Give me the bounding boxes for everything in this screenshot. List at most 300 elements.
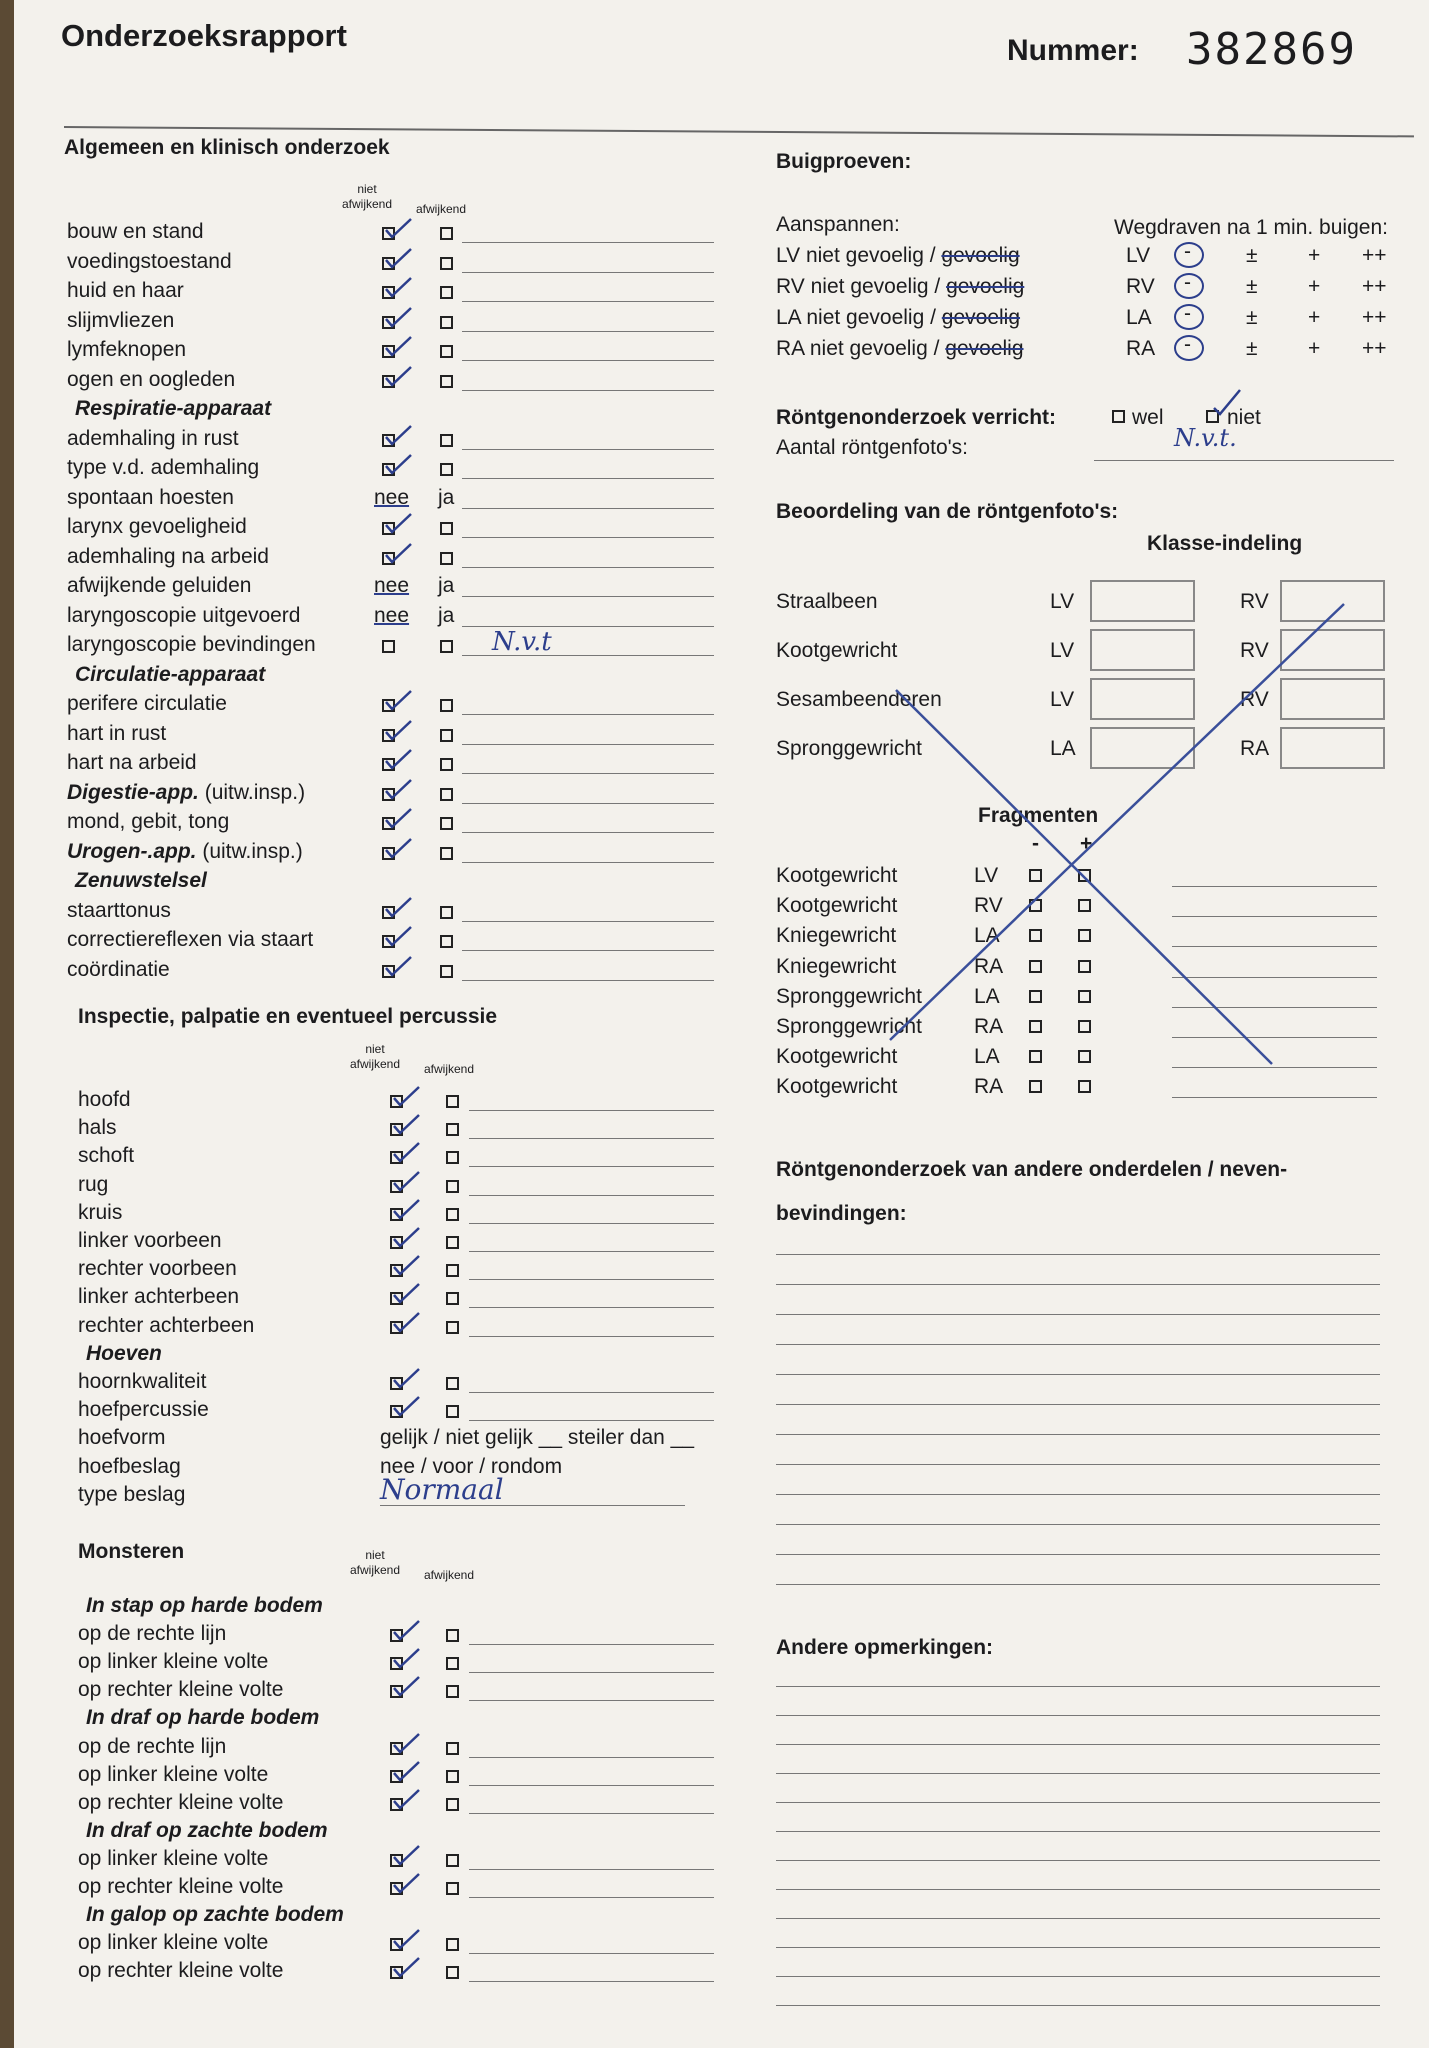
scale-plusminus[interactable]: ± [1246,244,1258,267]
bevindingen-line[interactable] [776,1254,1380,1255]
remark-line [462,921,714,922]
klasse-right-leg: RA [1240,737,1270,760]
col-head-niet-afwijkend-3: niet afwijkend [349,1548,401,1577]
check-mark-icon [391,1112,421,1136]
row-label: laryngoscopie bevindingen [67,633,316,656]
remark-line [469,1307,714,1308]
check-mark-icon [391,1281,421,1305]
row-label: hart na arbeid [67,751,197,774]
struck-gevoelig: gevoelig [941,306,1021,329]
niet-afwijkend-checkbox[interactable] [382,640,395,653]
afwijkend-checkbox[interactable] [446,1264,459,1277]
wegdraven-leg: LV [1126,244,1151,267]
section-inspectie: Inspectie, palpatie en eventueel percussie [78,1005,498,1028]
fragment-plus-checkbox[interactable] [1078,960,1091,973]
fragment-plus-checkbox[interactable] [1078,869,1091,882]
check-mark-icon [383,511,413,535]
struck-gevoelig: gevoelig [945,337,1024,360]
subsection-header: Zenuwstelsel [75,869,207,892]
buig-row-text: RV niet gevoelig / gevoelig [776,275,1025,298]
klasse-row-label: Spronggewricht [776,737,922,760]
opmerkingen-line[interactable] [776,1831,1380,1832]
afwijkend-checkbox[interactable] [446,1938,459,1951]
col-head-afwijkend: afwijkend [416,202,467,216]
check-mark-icon [391,1310,421,1334]
fragment-plus-checkbox[interactable] [1078,990,1091,1003]
afwijkend-checkbox[interactable] [446,1629,459,1642]
ja-option[interactable]: ja [438,603,455,627]
check-mark-icon [391,1084,421,1108]
klasse-right-leg: RV [1240,639,1269,662]
row-label: hoefbeslag [78,1454,181,1478]
fragment-row-leg: LA [974,924,1000,948]
col-head-niet-afwijkend: niet afwijkend [341,182,393,211]
fragment-minus-checkbox[interactable] [1029,1080,1042,1093]
bevindingen-line[interactable] [776,1494,1380,1495]
report-page [14,0,1429,2048]
remark-line [469,1981,714,1982]
afwijkend-checkbox[interactable] [446,1292,459,1305]
scale-plus[interactable]: + [1308,244,1321,267]
check-mark-icon [383,954,413,978]
remark-line [462,980,714,981]
buig-row-text: RA niet gevoelig / gevoelig [776,337,1024,360]
section-algemeen: Algemeen en klinisch onderzoek [64,136,390,159]
row-label: op linker kleine volte [78,1846,269,1870]
afwijkend-checkbox[interactable] [440,847,453,860]
remark-line [462,803,714,804]
fragment-remark-line [1172,1067,1377,1068]
row-label: op rechter kleine volte [78,1959,284,1983]
fragment-remark-line [1172,977,1377,978]
fragment-minus-checkbox[interactable] [1029,869,1042,882]
row-label: Urogen-.app. (uitw.insp.) [67,839,303,863]
fragment-minus-checkbox[interactable] [1029,899,1042,912]
row-label: lymfeknopen [67,338,187,361]
subsection-header: Hoeven [86,1341,162,1365]
check-mark-icon [391,1927,421,1951]
check-mark-icon [383,275,413,299]
page-title: Onderzoeksrapport [61,18,347,53]
remark-line [469,1785,714,1786]
scale-plusplus[interactable]: ++ [1362,337,1387,360]
wel-checkbox[interactable] [1112,410,1125,423]
hoef-options[interactable]: nee / voor / rondom [380,1454,563,1478]
bevindingen-line[interactable] [776,1314,1380,1315]
remark-line [462,714,714,715]
remark-line [469,1644,714,1645]
remark-line [462,862,714,863]
scale-plusminus[interactable]: ± [1246,337,1258,360]
remark-line [462,950,714,951]
subsection-header: Respiratie-apparaat [75,397,272,420]
afwijkend-checkbox[interactable] [446,1236,459,1249]
aantal-label: Aantal röntgenfoto's: [776,436,968,459]
afwijkend-checkbox[interactable] [446,1377,459,1390]
afwijkend-checkbox[interactable] [446,1742,459,1755]
scale-minus[interactable]: - [1184,271,1191,294]
row-label: Digestie-app. (uitw.insp.) [67,780,306,804]
remark-line [469,1336,714,1337]
opmerkingen-line[interactable] [776,1686,1380,1687]
check-mark-icon [383,305,413,329]
afwijkend-checkbox[interactable] [446,1405,459,1418]
klasse-right-leg: RV [1240,590,1269,613]
nee-option[interactable]: nee [374,485,410,509]
afwijkend-checkbox[interactable] [440,227,453,240]
remark-line [462,390,714,391]
klasse-left-box[interactable] [1090,678,1195,720]
row-label: correctiereflexen via staart [67,928,314,951]
klasse-right-box[interactable] [1280,727,1385,769]
ja-option[interactable]: ja [438,485,455,509]
fragment-minus-checkbox[interactable] [1029,1020,1042,1033]
afwijkend-checkbox[interactable] [446,1966,459,1979]
remark-line [469,1757,714,1758]
fragment-row-leg: RV [974,894,1003,918]
row-label: schoft [78,1144,135,1168]
klasse-left-box[interactable] [1090,629,1195,671]
check-mark-icon [391,1366,421,1390]
andere-opmerkingen-label: Andere opmerkingen: [776,1636,994,1659]
afwijkend-checkbox[interactable] [446,1208,459,1221]
row-label: op rechter kleine volte [78,1678,284,1702]
row-label: type v.d. ademhaling [67,456,260,479]
buig-row-text: LA niet gevoelig / gevoelig [776,306,1021,329]
row-label: huid en haar [67,279,184,302]
opmerkingen-line[interactable] [776,1918,1380,1919]
check-mark-icon [391,1140,421,1164]
afwijkend-checkbox[interactable] [440,316,453,329]
row-label: staarttonus [67,898,171,922]
fragment-row-label: Kootgewricht [776,1075,898,1099]
row-label: type beslag [78,1482,186,1506]
wegdraven-leg: RV [1126,275,1155,298]
fragment-remark-line [1172,1097,1377,1098]
remark-line [462,331,714,332]
remark-line [469,1869,714,1870]
opmerkingen-line[interactable] [776,1976,1380,1977]
check-mark-icon [391,1843,421,1867]
remark-line [380,1505,685,1506]
aantal-handwriting: N.v.t. [1174,424,1237,452]
remark-line [469,1672,714,1673]
row-label: voedingstoestand [67,249,232,273]
remark-line [469,1279,714,1280]
row-label: hart in rust [67,721,167,745]
check-mark-icon [383,364,413,388]
subsection-header: In draf op harde bodem [86,1706,320,1730]
fragment-row-label: Kootgewricht [776,864,898,887]
remark-line [469,1138,714,1139]
wegdraven-leg: RA [1126,337,1156,360]
klasse-row-label: Kootgewricht [776,639,898,662]
remark-line [469,1813,714,1814]
wel-label: wel [1132,406,1164,429]
check-mark-icon [391,1618,421,1642]
afwijkend-checkbox[interactable] [446,1798,459,1811]
check-mark-icon [391,1759,421,1783]
afwijkend-checkbox[interactable] [446,1770,459,1783]
fragmenten-plus: + [1080,832,1093,855]
scale-plusplus[interactable]: ++ [1362,275,1387,298]
afwijkend-checkbox[interactable] [440,729,453,742]
scale-minus[interactable]: - [1184,333,1191,356]
scale-plusminus[interactable]: ± [1246,275,1258,298]
fragment-minus-checkbox[interactable] [1029,960,1042,973]
remark-line [462,272,714,273]
scale-plusplus[interactable]: ++ [1362,244,1387,267]
scale-plus[interactable]: + [1308,306,1321,329]
row-label-suffix: (uitw.insp.) [204,780,306,804]
bevindingen-line[interactable] [776,1344,1380,1345]
remark-line [462,449,714,450]
remark-line [469,1897,714,1898]
afwijkend-checkbox[interactable] [446,1882,459,1895]
opmerkingen-line[interactable] [776,2005,1380,2006]
row-label: mond, gebit, tong [67,810,230,833]
row-label: rechter achterbeen [78,1313,255,1337]
check-mark-icon [391,1394,421,1418]
row-label-suffix: (uitw.insp.) [202,839,303,863]
row-label: op de rechte lijn [78,1734,227,1758]
row-label: hoefvorm [78,1426,166,1450]
fragment-remark-line [1172,946,1377,947]
fragment-plus-checkbox[interactable] [1078,1080,1091,1093]
afwijkend-checkbox[interactable] [440,906,453,919]
row-label: laryngoscopie uitgevoerd [67,603,301,627]
afwijkend-checkbox[interactable] [440,640,453,653]
remark-line [462,744,714,745]
row-label: linker achterbeen [78,1285,240,1309]
check-mark-icon [383,216,413,240]
report-number: 382869 [1186,24,1357,75]
fragment-row-leg: LV [974,864,999,887]
remark-line [462,478,714,479]
fragment-remark-line [1172,1007,1377,1008]
klasse-right-leg: RV [1240,688,1269,711]
bevindingen-line[interactable] [776,1554,1380,1555]
klasse-left-leg: LV [1050,688,1075,711]
check-mark-icon [383,688,413,712]
row-label: coördinatie [67,957,170,981]
fragment-minus-checkbox[interactable] [1029,1050,1042,1063]
fragment-row-leg: RA [974,1015,1004,1038]
check-mark-icon [391,1731,421,1755]
andere-onderdelen-label: Röntgenonderzoek van andere onderdelen / neven- [776,1158,1288,1181]
afwijkend-checkbox[interactable] [446,1095,459,1108]
afwijkend-checkbox[interactable] [440,788,453,801]
bevindingen-line[interactable] [776,1404,1380,1405]
remark-line [462,360,714,361]
fragment-plus-checkbox[interactable] [1078,899,1091,912]
check-mark-icon [391,1253,421,1277]
klasse-left-leg: LV [1050,639,1075,662]
afwijkend-checkbox[interactable] [440,817,453,830]
remark-line [462,832,714,833]
check-mark-icon [383,924,413,948]
opmerkingen-line[interactable] [776,1802,1380,1803]
afwijkend-checkbox[interactable] [440,345,453,358]
struck-gevoelig: gevoelig [941,244,1020,267]
opmerkingen-line[interactable] [776,1889,1380,1890]
bevindingen-line[interactable] [776,1464,1380,1465]
nee-option[interactable]: nee [374,603,410,627]
afwijkend-checkbox[interactable] [440,434,453,447]
fragment-row-leg: RA [974,1075,1004,1099]
opmerkingen-line[interactable] [776,1773,1380,1774]
col-head-afwijkend-2: afwijkend [424,1062,475,1076]
bevindingen-line[interactable] [776,1374,1380,1375]
afwijkend-checkbox[interactable] [440,699,453,712]
remark-line [462,301,714,302]
struck-gevoelig: gevoelig [946,275,1025,298]
bevindingen-line[interactable] [776,1524,1380,1525]
bevindingen-line[interactable] [776,1434,1380,1435]
remark-line [462,567,714,568]
niet-label: niet [1227,406,1261,429]
klasse-row-label: Straalbeen [776,590,878,613]
scale-plus[interactable]: + [1308,337,1321,360]
afwijkend-checkbox[interactable] [440,758,453,771]
afwijkend-checkbox[interactable] [440,257,453,270]
opmerkingen-line[interactable] [776,1860,1380,1861]
row-label: hoofd [78,1088,131,1111]
remark-line [469,1251,714,1252]
check-mark-icon [383,334,413,358]
check-mark-icon [391,1787,421,1811]
remark-line [469,1953,714,1954]
scale-plusplus[interactable]: ++ [1362,306,1387,329]
bevindingen-line[interactable] [776,1584,1380,1585]
afwijkend-checkbox[interactable] [446,1123,459,1136]
col-head-niet-afwijkend-2: niet afwijkend [349,1042,401,1071]
check-mark-icon [383,777,413,801]
aantal-line [1094,460,1394,461]
afwijkend-checkbox[interactable] [446,1321,459,1334]
afwijkend-checkbox[interactable] [440,463,453,476]
fragment-remark-line [1172,886,1377,887]
row-label: op rechter kleine volte [78,1790,284,1814]
afwijkend-checkbox[interactable] [440,965,453,978]
fragment-row-label: Kniegewricht [776,954,897,978]
fragment-plus-checkbox[interactable] [1078,929,1091,942]
row-label: rug [78,1172,109,1196]
check-mark-icon [383,541,413,565]
bevindingen-line[interactable] [776,1284,1380,1285]
opmerkingen-line[interactable] [776,1715,1380,1716]
check-mark-icon [383,895,413,919]
row-label: slijmvliezen [67,308,175,332]
fragment-row-label: Kootgewricht [776,1045,898,1069]
hoef-options[interactable]: gelijk / niet gelijk __ steiler dan __ [380,1426,695,1450]
remark-line [469,1223,714,1224]
bevindingen-label: bevindingen: [776,1202,907,1225]
scale-minus[interactable]: - [1184,302,1191,325]
row-label: ademhaling in rust [67,426,239,450]
fragment-minus-checkbox[interactable] [1029,990,1042,1003]
check-mark-icon [383,806,413,830]
nee-option[interactable]: nee [374,574,410,597]
afwijkend-checkbox[interactable] [440,286,453,299]
remark-line [462,537,714,538]
remark-line [469,1110,714,1111]
fragment-row-label: Spronggewricht [776,984,922,1008]
fragmenten-label: Fragmenten [978,804,1099,827]
check-mark-icon [383,246,413,270]
check-mark-icon [383,423,413,447]
handwritten-note: N.v.t [492,627,552,657]
klasse-right-box[interactable] [1280,629,1385,671]
klasse-right-box[interactable] [1280,678,1385,720]
check-mark-icon [383,718,413,742]
row-label: linker voorbeen [78,1229,222,1252]
afwijkend-checkbox[interactable] [440,935,453,948]
row-label: hoefpercussie [78,1398,209,1422]
afwijkend-checkbox[interactable] [440,522,453,535]
row-label: spontaan hoesten [67,485,234,509]
check-mark-icon [391,1871,421,1895]
fragment-plus-checkbox[interactable] [1078,1020,1091,1033]
klasse-left-leg: LV [1050,590,1075,613]
fragment-plus-checkbox[interactable] [1078,1050,1091,1063]
opmerkingen-line[interactable] [776,1744,1380,1745]
check-mark-icon [383,452,413,476]
fragmenten-minus: - [1032,832,1039,855]
row-label: ademhaling na arbeid [67,544,269,568]
fragment-row-label: Kootgewricht [776,894,898,918]
afwijkend-checkbox[interactable] [440,375,453,388]
afwijkend-checkbox[interactable] [446,1657,459,1670]
fragment-row-label: Kniegewricht [776,924,897,948]
wegdraven-label: Wegdraven na 1 min. buigen: [1114,216,1388,239]
scale-minus[interactable]: - [1184,240,1191,263]
check-mark-icon [391,1646,421,1670]
fragment-remark-line [1172,1037,1377,1038]
handwritten-value: Normaal [380,1472,504,1506]
number-label: Nummer: [1007,34,1139,67]
ja-option[interactable]: ja [438,574,455,597]
fragment-minus-checkbox[interactable] [1029,929,1042,942]
remark-line [469,1195,714,1196]
afwijkend-checkbox[interactable] [446,1685,459,1698]
klasse-left-leg: LA [1050,737,1076,760]
row-label: larynx gevoeligheid [67,515,247,538]
beoordeling-title: Beoordeling van de röntgenfoto's: [776,500,1119,523]
row-label: op de rechte lijn [78,1622,227,1646]
opmerkingen-line[interactable] [776,1947,1380,1948]
check-mark-icon [383,747,413,771]
remark-line [462,596,714,597]
afwijkend-checkbox[interactable] [446,1151,459,1164]
section-buigproeven: Buigproeven: [776,150,912,173]
col-head-afwijkend-3: afwijkend [424,1568,475,1582]
wegdraven-leg: LA [1126,306,1152,329]
afwijkend-checkbox[interactable] [446,1854,459,1867]
row-label: perifere circulatie [67,692,227,715]
fragment-row-label: Spronggewricht [776,1015,922,1038]
scale-plusminus[interactable]: ± [1246,306,1258,329]
klasse-left-box[interactable] [1090,727,1195,769]
afwijkend-checkbox[interactable] [446,1180,459,1193]
row-label: hals [78,1116,117,1140]
afwijkend-checkbox[interactable] [440,552,453,565]
klasse-left-box[interactable] [1090,580,1195,622]
remark-line [469,1420,714,1421]
klasse-right-box[interactable] [1280,580,1385,622]
subsection-header: Circulatie-apparaat [75,662,266,686]
scale-plus[interactable]: + [1308,275,1321,298]
